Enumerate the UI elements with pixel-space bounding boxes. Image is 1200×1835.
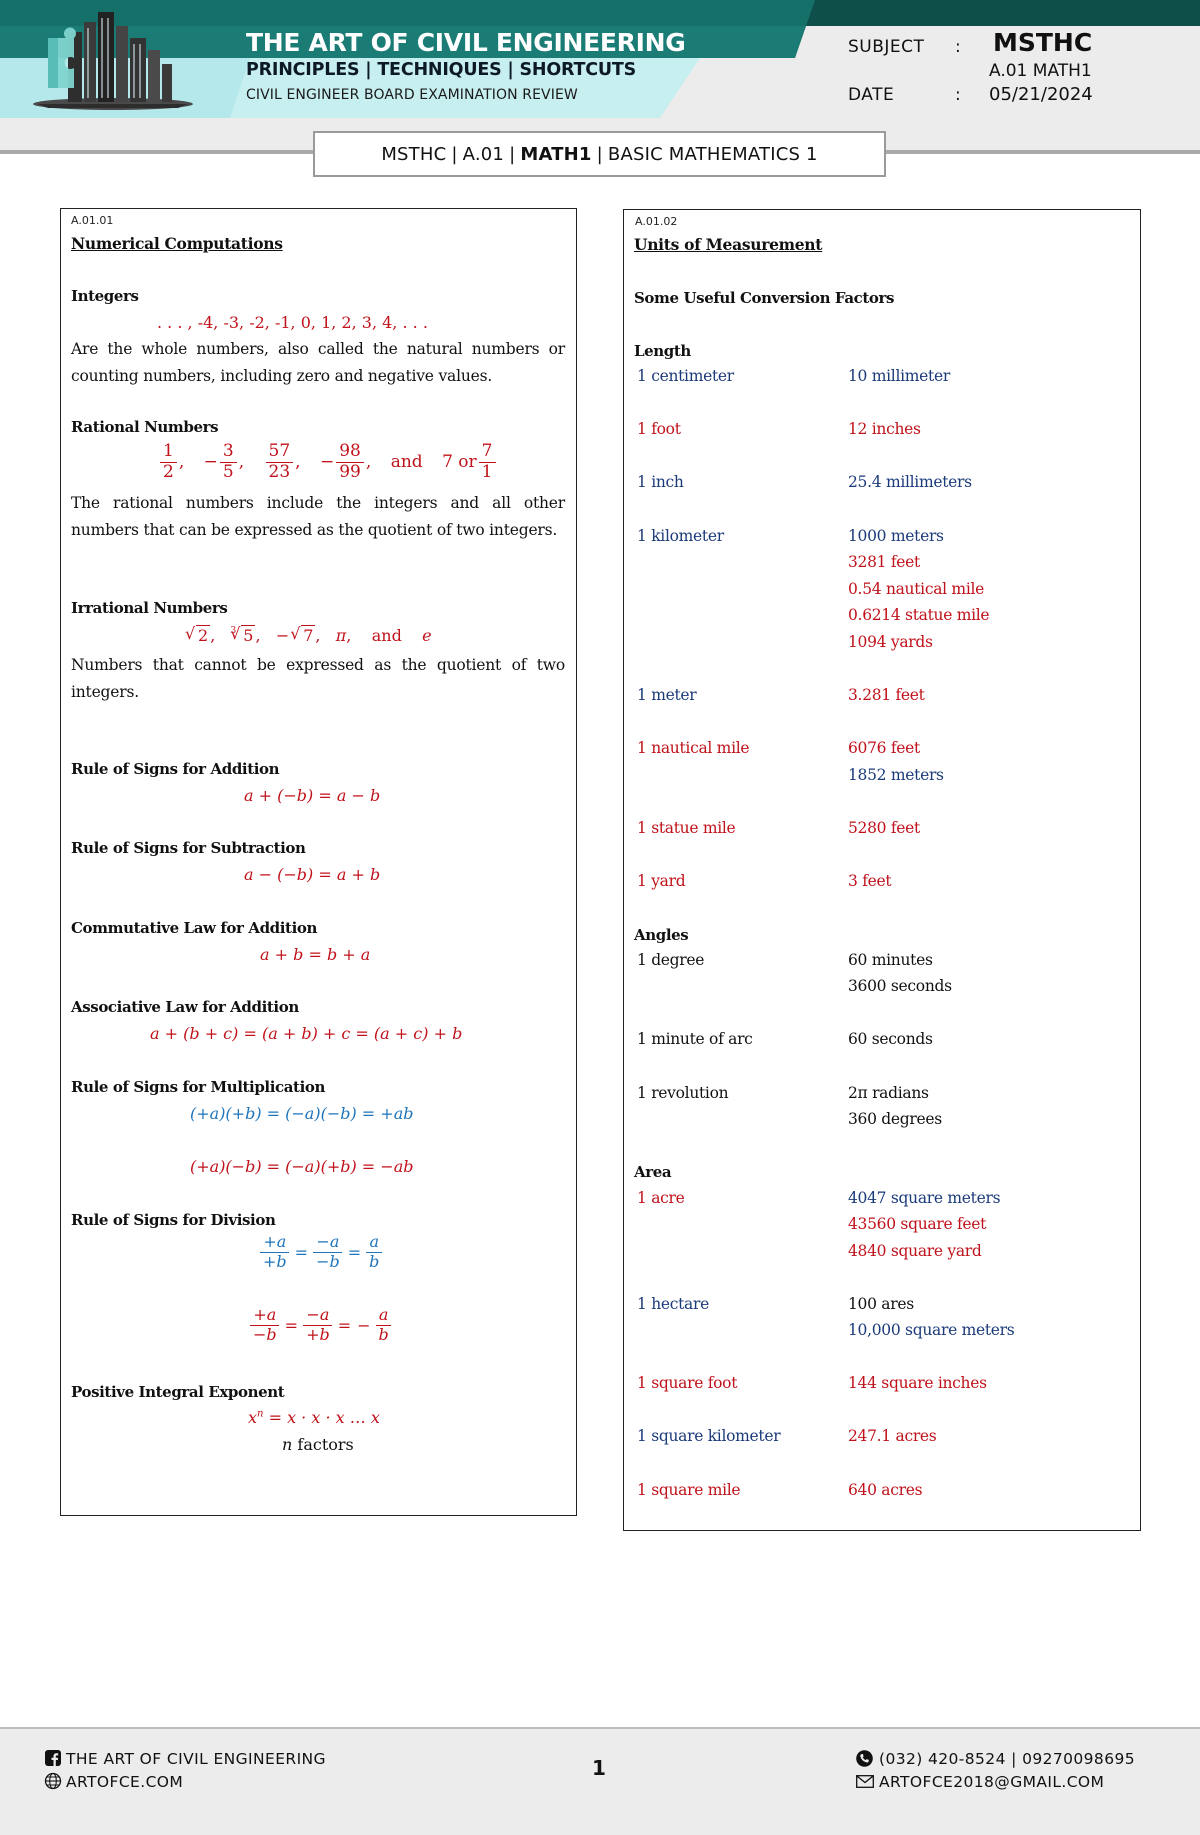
length-title: Length [634,342,691,360]
subject-code: A.01 MATH1 [989,61,1092,81]
conversion-value: 1000 meters [848,527,944,545]
rational-title: Rational Numbers [71,418,219,436]
date-label: DATE [848,85,895,105]
exponent-factors-note: n factors [282,1435,354,1454]
conversion-value: 4047 square meters [848,1189,1001,1207]
subject-colon: : [955,37,961,57]
title-part-4: BASIC MATHEMATICS 1 [607,143,818,165]
conversion-value: 144 square inches [848,1374,987,1392]
division-rule-title: Rule of Signs for Division [71,1211,276,1229]
conversion-value: 4840 square yard [848,1242,982,1260]
page-number: 1 [592,1756,606,1780]
section-code: A.01.01 [71,214,114,227]
brand-tagline: CIVIL ENGINEER BOARD EXAMINATION REVIEW [246,87,578,103]
conversion-value: 1094 yards [848,633,933,651]
subtraction-rule-title: Rule of Signs for Subtraction [71,839,306,857]
exponent-equation: $x^n = x \cdot x \cdot x$ … x [248,1408,380,1427]
conversion-value: 100 ares [848,1295,914,1313]
title-part-1: MSTHC [381,143,447,165]
title-separator: | [596,143,603,165]
subject-label: SUBJECT [848,37,925,57]
conversion-value: 2π radians [848,1084,929,1102]
footer-facebook[interactable]: THE ART OF CIVIL ENGINEERING [66,1750,326,1768]
conversion-value: 60 minutes [848,951,933,969]
integers-sequence: . . . , -4, -3, -2, -1, 0, 1, 2, 3, 4, . . . [157,313,428,332]
area-title: Area [634,1163,672,1181]
conversion-value: 0.6214 statue mile [848,606,990,624]
rational-description: The rational numbers include the integers and all other numbers that can be expressed as the quotient of two integers. [71,494,565,539]
integers-title: Integers [71,287,139,305]
exponent-title: Positive Integral Exponent [71,1383,285,1401]
fraction: $\frac{7}{1}$ [479,443,496,482]
conversion-unit: 1 degree [637,951,705,969]
date-colon: : [955,85,961,105]
conversion-unit: 1 statue mile [637,819,736,837]
fraction: $\frac{3}{5}$ [220,443,237,482]
title-part-3: MATH1 [520,143,592,165]
globe-icon [44,1772,62,1790]
mail-icon [856,1775,874,1788]
conversion-unit: 1 centimeter [637,367,734,385]
fraction: $\frac{1}{2}$ [160,443,177,482]
facebook-icon [45,1750,61,1766]
fraction: $\frac{98}{99}$ [336,443,364,482]
irrational-examples: √ 2 , $^3$√ 5 , −√ 7 , π, and e [184,626,432,645]
addition-rule-equation: a + (−b) = a − b [244,786,381,805]
section-code: A.01.02 [635,215,678,228]
conversion-value: 640 acres [848,1481,923,1499]
conversion-value: 3281 feet [848,553,920,571]
conversion-unit: 1 foot [637,420,681,438]
date-value: 05/21/2024 [989,84,1093,105]
footer-website[interactable]: ARTOFCE.COM [66,1773,184,1791]
conversion-value: 3.281 feet [848,686,925,704]
title-part-2: A.01 [462,143,505,165]
irrational-description: Numbers that cannot be expressed as the quotient of two integers. [71,656,565,701]
title-separator: | [451,143,458,165]
multiplication-rule-equation-positive: (+a)(+b) = (−a)(−b) = +ab [190,1104,414,1123]
rational-examples: $\frac{1}{2}$ , − $\frac{3}{5}$ , $\frac{57}{23}$ , − $\frac{98}{99}$ , and 7 or $\frac{7}{1}$ [158,443,498,482]
conversion-value: 25.4 millimeters [848,473,972,491]
brand-logo [28,8,203,113]
angles-title: Angles [634,926,689,944]
footer-phone[interactable]: (032) 420-8524 | 09270098695 [879,1750,1135,1768]
associative-law-equation: a + (b + c) = (a + b) + c = (a + c) + b [150,1024,463,1043]
conversion-unit: 1 square mile [637,1481,741,1499]
conversion-value: 1852 meters [848,766,944,784]
conversion-unit: 1 meter [637,686,697,704]
section-heading: Numerical Computations [71,234,283,253]
conversion-value: 10,000 square meters [848,1321,1015,1339]
conversion-value: 10 millimeter [848,367,950,385]
conversion-unit: 1 inch [637,473,684,491]
section-heading: Units of Measurement [634,235,823,254]
conversion-unit: 1 revolution [637,1084,729,1102]
phone-icon [856,1750,873,1767]
footer-email[interactable]: ARTOFCE2018@GMAIL.COM [879,1773,1105,1791]
irrational-title: Irrational Numbers [71,599,228,617]
multiplication-rule-equation-negative: (+a)(−b) = (−a)(+b) = −ab [190,1157,414,1176]
conversion-value: 12 inches [848,420,921,438]
conversion-value: 3600 seconds [848,977,952,995]
conversion-unit: 1 minute of arc [637,1030,753,1048]
associative-law-title: Associative Law for Addition [71,998,299,1016]
conversion-value: 0.54 nautical mile [848,580,985,598]
conversion-value: 5280 feet [848,819,920,837]
conversion-unit: 1 yard [637,872,686,890]
title-separator: | [509,143,516,165]
conversion-unit: 1 nautical mile [637,739,750,757]
conversion-unit: 1 kilometer [637,527,724,545]
conversion-value: 60 seconds [848,1030,933,1048]
conversion-value: 247.1 acres [848,1427,937,1445]
multiplication-rule-title: Rule of Signs for Multiplication [71,1078,325,1096]
fraction: $\frac{57}{23}$ [266,443,294,482]
brand-subtitle: PRINCIPLES | TECHNIQUES | SHORTCUTS [246,60,637,80]
conversion-value: 3 feet [848,872,892,890]
subtraction-rule-equation: a − (−b) = a + b [244,865,381,884]
conversion-unit: 1 hectare [637,1295,709,1313]
division-rule-equation-positive: $\frac{+a}{+b}$ = $\frac{-a}{-b}$ = $\frac{a}{b}$ [258,1234,384,1271]
brand-title: THE ART OF CIVIL ENGINEERING [246,28,686,57]
conversion-unit: 1 acre [637,1189,685,1207]
subject-value: MSTHC [993,28,1093,57]
conversion-value: 43560 square feet [848,1215,987,1233]
conversion-subtitle: Some Useful Conversion Factors [634,289,895,307]
conversion-value: 6076 feet [848,739,920,757]
addition-rule-title: Rule of Signs for Addition [71,760,280,778]
conversion-unit: 1 square foot [637,1374,738,1392]
integers-description: Are the whole numbers, also called the natural numbers or counting numbers, including zero and negative values. [71,340,565,385]
division-rule-equation-negative: $\frac{+a}{-b}$ = $\frac{-a}{+b}$ = − $\frac{a}{b}$ [248,1307,394,1344]
conversion-value: 360 degrees [848,1110,942,1128]
commutative-law-equation: a + b = b + a [260,945,371,964]
document-title-bar [313,131,886,177]
commutative-law-title: Commutative Law for Addition [71,919,317,937]
conversion-unit: 1 square kilometer [637,1427,781,1445]
